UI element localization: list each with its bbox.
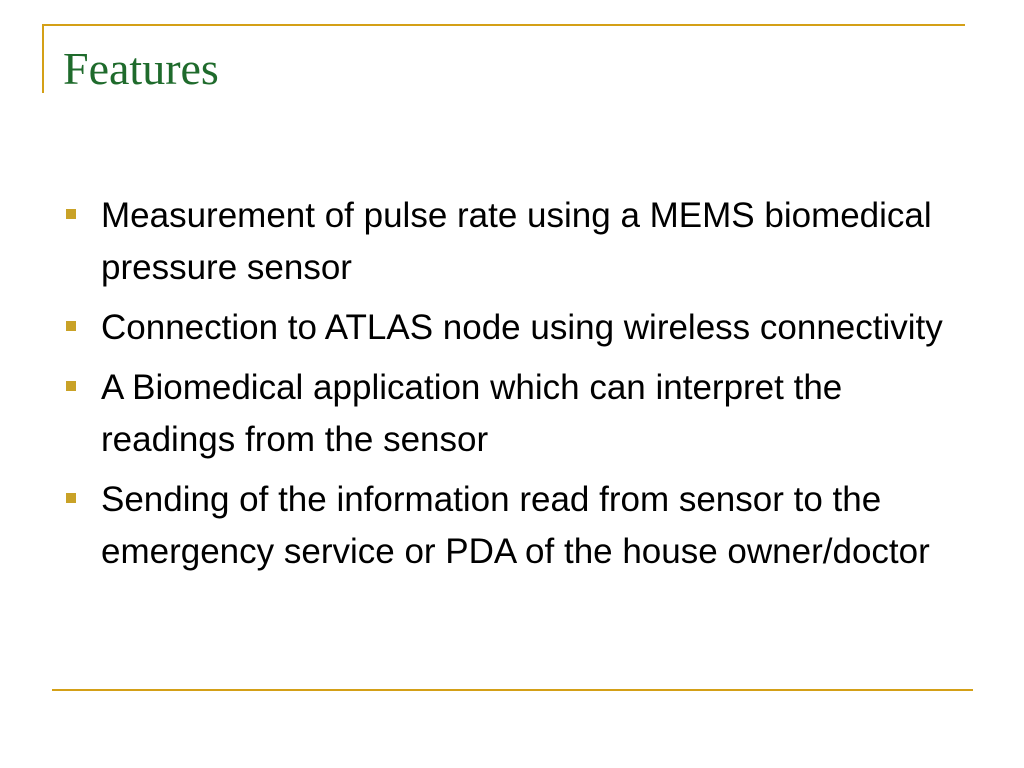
- bottom-accent-rule: [52, 689, 973, 691]
- bullet-text: Connection to ATLAS node using wireless connectivity: [101, 308, 943, 347]
- square-bullet-icon: [66, 381, 76, 391]
- bullet-text: A Biomedical application which can interpret the readings from the sensor: [101, 368, 852, 459]
- left-accent-rule: [42, 24, 44, 93]
- bullet-item: [66, 362, 946, 466]
- square-bullet-icon: [66, 321, 76, 331]
- bullet-item: [66, 190, 946, 294]
- square-bullet-icon: [66, 209, 76, 219]
- bullet-item: [66, 474, 946, 578]
- bullet-list: [66, 190, 946, 586]
- bullet-text: Sending of the information read from sensor to the emergency service or PDA of the house owner/doctor: [101, 480, 930, 571]
- slide-title: Features: [63, 43, 219, 94]
- bullet-text: Measurement of pulse rate using a MEMS biomedical pressure sensor: [101, 196, 942, 287]
- bullet-item: [66, 302, 946, 354]
- square-bullet-icon: [66, 493, 76, 503]
- top-accent-rule: [42, 24, 965, 26]
